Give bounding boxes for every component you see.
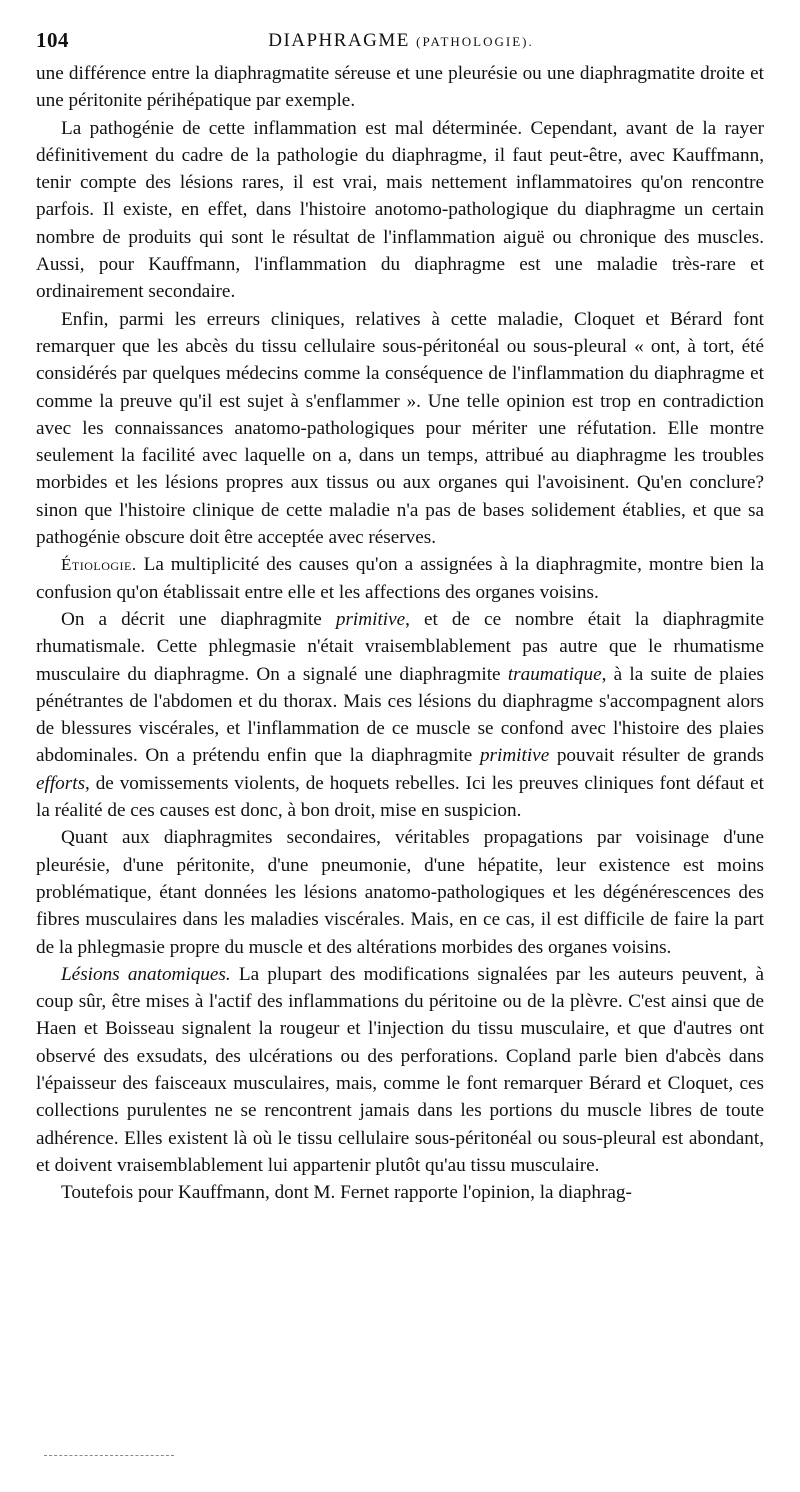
section-heading-lesions-anatomiques: Lésions anatomiques.: [61, 963, 231, 985]
italic-term: efforts: [36, 772, 86, 794]
footer-rule: [44, 1455, 174, 1456]
body-text: [36, 60, 764, 1206]
running-title-section: (PATHOLOGIE).: [416, 34, 534, 49]
italic-term: primitive: [479, 745, 550, 767]
text-run: , de vomissements violents, de hoquets rebelles. Ici les preuves cliniques font défaut et la réalité de ces causes est donc, à bon droit, mise en suspicion.: [36, 772, 764, 822]
italic-term: traumatique: [507, 663, 602, 685]
paragraph-pathogenie: La pathogénie de cette inflammation est mal déterminée. Cependant, avant de la rayer définitivement du cadre de la pathologie du diaphragme, il faut peut-être, avec Kauffmann, tenir compte des lésions rares, il est vrai, mais nettement inflammatoires qu'on rencontre parfois. Il existe, en effet, dans l'histoire anotomo-pathologique du diaphragme un certain nombre de produits qui sont le résultat de l'inflammation aiguë ou chronique des muscles. Aussi, pour Kauffmann, l'inflammation du diaphragme est une maladie très-rare et ordinairement secondaire.: [36, 117, 764, 303]
italic-term: primitive: [335, 608, 406, 630]
paragraph-lesions-anatomiques-text: La plupart des modifications signalées par les auteurs peuvent, à coup sûr, être mises à l'actif des inflammations du péritoine ou de la plèvre. C'est ainsi que de Haen et Boisseau signalent la rougeur et l'injection du tissu musculaire, et que d'autres ont observé des exsudats, des ulcérations ou des perforations. Copland parle bien d'abcès dans l'épaisseur des faisceaux musculaires, mais, comme le font remarquer Bérard et Cloquet, ces collections purulentes ne se rencontrent jamais dans les portions du muscle libres de toute adhérence. Elles existent là où le tissu cellulaire sous-péritonéal ou sous-pleural est abondant, et doivent vraisemblablement lui appartenir plutôt qu'au tissu musculaire.: [36, 963, 764, 1176]
paragraph-lesions-anatomiques: [36, 961, 764, 1179]
paragraph-diaphragmite-primitive: [36, 606, 764, 824]
text-run: On a décrit une diaphragmite: [61, 608, 322, 630]
text-run: , et de ce nombre était la diaphragmite rhumatismale. Cette phlegmasie n'était vraisemblablement pas autre que le rhumatisme musculaire du diaphragme. On a signalé une diaphragmite: [36, 608, 764, 685]
page-number: 104: [36, 28, 69, 52]
running-title: [36, 30, 766, 52]
text-run: pouvait résulter de grands: [556, 745, 765, 767]
page-header: [36, 28, 766, 58]
paragraph-kauffmann: Toutefois pour Kauffmann, dont M. Fernet rapporte l'opinion, la diaphrag-: [61, 1182, 632, 1204]
text-run: , à la suite de plaies pénétrantes de l'abdomen et du thorax. Mais ces lésions du diaphragme s'accompagnent alors de blessures viscérales, et l'inflammation de ce muscle se confond avec l'histoire des plaies abdominales. On a prétendu enfin que la diaphragmite: [36, 663, 765, 767]
paragraph-continued: une différence entre la diaphragmatite séreuse et une pleurésie ou une diaphragmatite droite et une péritonite périhépatique par exemple.: [36, 63, 764, 112]
running-title-main: DIAPHRAGME: [268, 30, 410, 51]
paragraph-etiologie-text: La multiplicité des causes qu'on a assignées à la diaphragmite, montre bien la confusion qu'on établissait entre elle et les affections des organes voisins.: [36, 554, 764, 603]
paragraph-etiologie: [36, 551, 764, 606]
section-heading-etiologie: Étiologie.: [61, 555, 137, 575]
paragraph-diaphragmites-secondaires: Quant aux diaphragmites secondaires, véritables propagations par voisinage d'une pleurésie, d'une péritonite, d'une pneumonie, d'une hépatite, leur existence est moins problématique, étant données les lésions anatomo-pathologiques et les dégénérescences des fibres musculaires dans les maladies viscérales. Mais, en ce cas, il est difficile de faire la part de la phlegmasie propre du muscle et des altérations morbides des organes voisins.: [36, 827, 764, 958]
paragraph-erreurs-cliniques: Enfin, parmi les erreurs cliniques, relatives à cette maladie, Cloquet et Bérard font remarquer que les abcès du tissu cellulaire sous-péritonéal ou sous-pleural « ont, à tort, été considérés par quelques médecins comme la conséquence de l'inflammation du diaphragme et comme la preuve qu'il est sujet à s'enflammer ». Une telle opinion est trop en contradiction avec les connaissances anatomo-pathologiques pour mériter une réfutation. Elle montre seulement la facilité avec laquelle on a, dans un temps, attribué au diaphragme les troubles morbides et les lésions propres aux tissus ou aux organes qui l'avoisinent. Qu'en conclure? sinon que l'histoire clinique de cette maladie n'a pas de bases solidement établies, et que sa pathogénie obscure doit être acceptée avec réserves.: [36, 308, 764, 549]
